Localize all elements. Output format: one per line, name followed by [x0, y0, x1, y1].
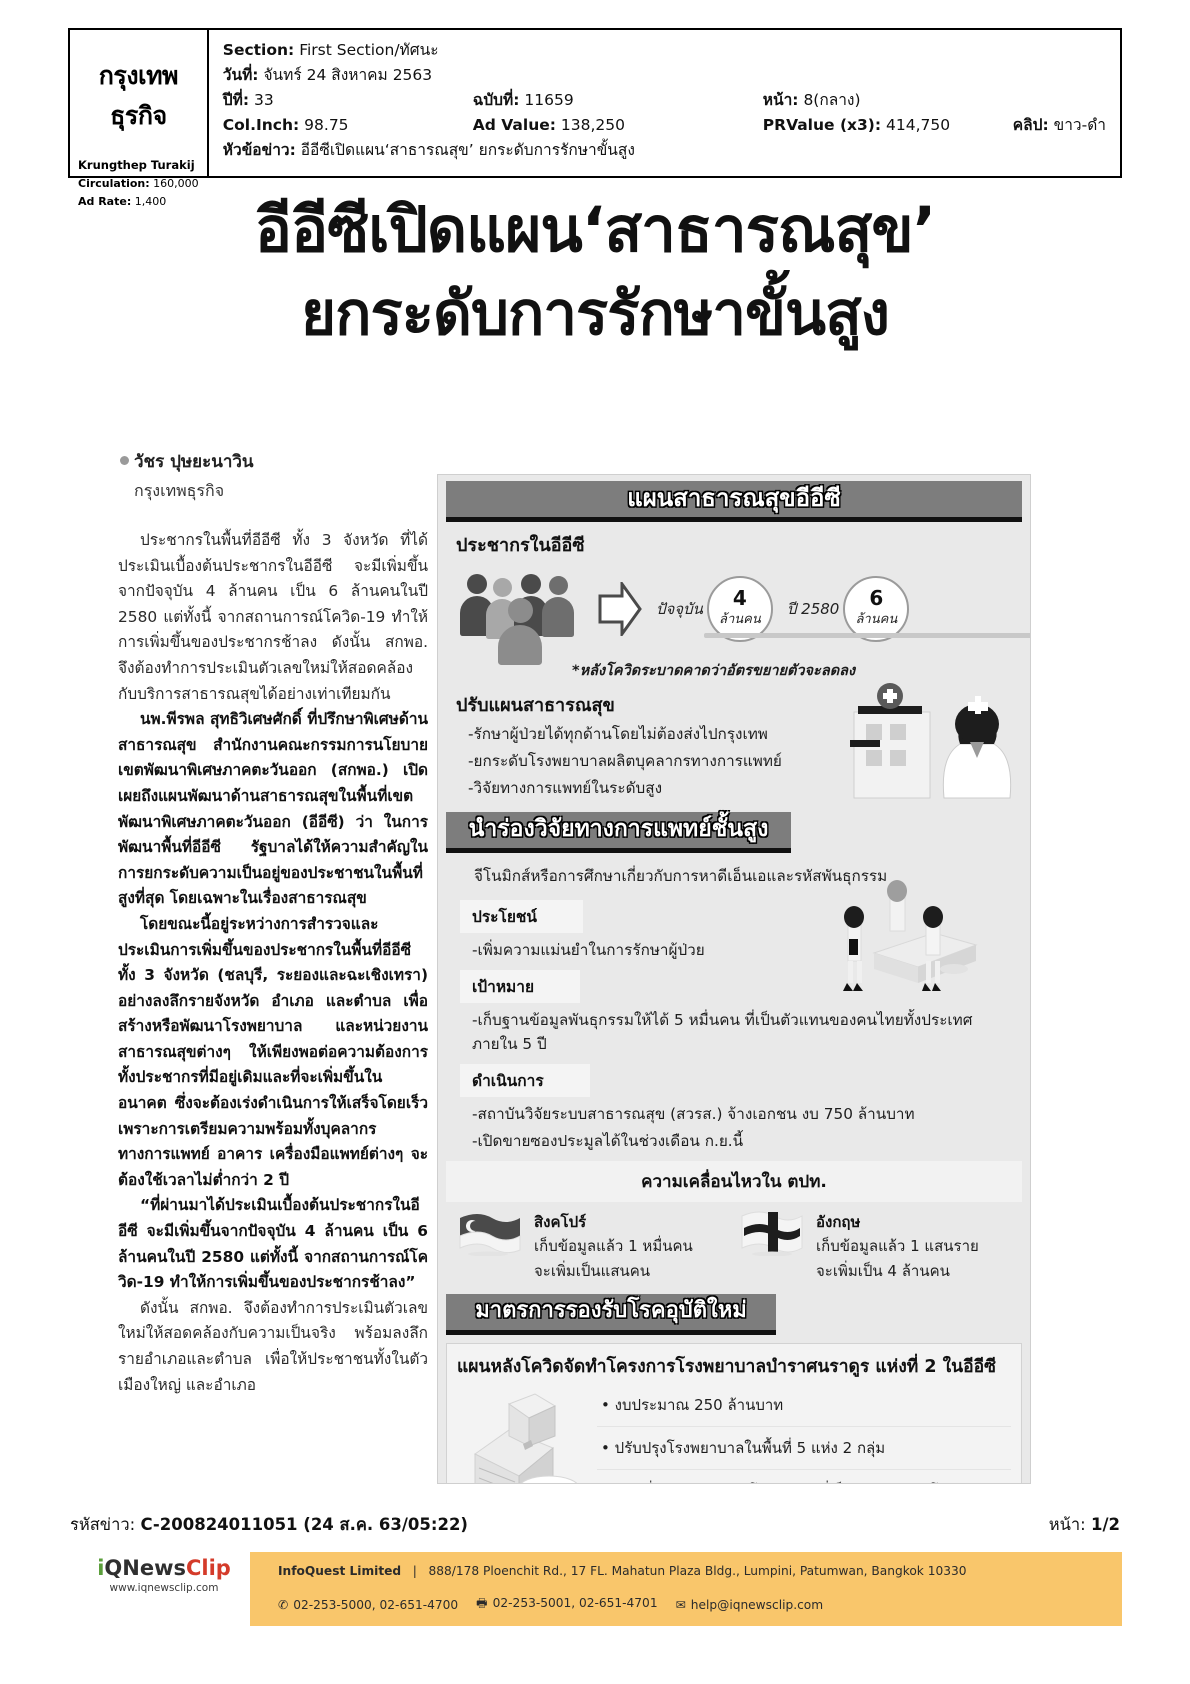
person-silhouette: [542, 576, 574, 637]
colinch-value: 98.75: [304, 116, 349, 134]
ad-rate-label: Ad Rate:: [78, 195, 132, 208]
page-value: 8(กลาง): [803, 91, 861, 109]
page-cell: [763, 88, 861, 113]
circulation-label: Circulation:: [78, 177, 150, 190]
goal-tag: เป้าหมาย: [460, 970, 580, 1003]
issue-label: ฉบับที่:: [472, 91, 520, 109]
iqnewsclip-logo-text: iQNewsClip: [97, 1556, 231, 1580]
measures-item: • ปรับปรุงโรงพยาบาลในพื้นที่ 5 แห่ง 2 กลุ่ม: [597, 1427, 1011, 1470]
bullet-dot-icon: [120, 456, 129, 465]
colinch-cell: [223, 113, 473, 138]
section-value: First Section/ทัศนะ: [299, 41, 439, 59]
prvalue-cell: [763, 113, 1013, 138]
headline-line-2: ยกระดับการรักษาขั้นสูง: [301, 279, 889, 349]
measures-card-body: [457, 1384, 1011, 1484]
ad-rate-value: 1,400: [134, 195, 167, 208]
bubble-shelf-divider: [704, 633, 1031, 638]
cliptype-cell: [1013, 113, 1106, 138]
article-paragraph: ดังนั้น สกพอ. จึงต้องทำการประเมินตัวเลขใหม่ให้สอดคล้องกับความเป็นจริง พร้อมลงลึกรายอำเภอและตำบล เพื่อให้ประชาชนทั้งในตัวเมืองใหญ่ และอำเภอ: [118, 1298, 428, 1394]
footer-contact-line: [278, 1594, 823, 1615]
article-paragraph: โดยขณะนี้อยู่ระหว่างการสำรวจและประเมินการเพิ่มขึ้นของประชากรในพื้นที่อีอีซี ทั้ง 3 จังหวัด (ชลบุรี, ระยองและฉะเชิงเทรา) อย่างลงลึกรายจังหวัด อำเภอ และตำบล เพื่อสร้างหรือพัฒนาโรงพยาบาล และหน่วยงานสาธารณสุขต่างๆ ให้เพียงพอต่อความต้องการ ทั้งประชากรที่มีอยู่เดิมและที่จะเพิ่มขึ้นในอนาคต ซึ่งจะต้องเร่งดำเนินการให้เสร็จโดยเร็ว เพราะการเตรียมความพร้อมทั้งบุคลากรทางการแพทย์ อาคาร เครื่องมือแพทย์ต่างๆ จะต้องใช้เวลาไม่ต่ำกว่า 2 ปี: [118, 914, 428, 1189]
benefit-tag: ประโยชน์: [460, 900, 583, 933]
author-name: วัชร ปุษยะนาวิน: [134, 452, 254, 472]
date-label: วันที่:: [222, 66, 259, 84]
colinch-label: Col.Inch:: [222, 116, 300, 134]
country-line-2: จะเพิ่มเป็นแสนคน: [534, 1262, 651, 1280]
plan-title: ปรับแผนสาธารณสุข: [456, 695, 615, 716]
value-row: [223, 113, 1106, 138]
paper-identity-block: [70, 30, 209, 208]
cliptype-label: คลิป:: [1012, 116, 1049, 134]
person-silhouette-front: [498, 598, 542, 665]
research-lead-text: จีโนมิกส์หรือการศึกษาเกี่ยวกับการหาดีเอ็นเอและรหัสพันธุกรรม: [474, 867, 888, 885]
footer-email-item[interactable]: [676, 1598, 824, 1612]
year-cell: [223, 88, 473, 113]
action-tag: ดำเนินการ: [460, 1064, 590, 1097]
page-label: หน้า:: [762, 91, 799, 109]
footer-company: InfoQuest Limited: [278, 1564, 402, 1578]
issue-cell: [473, 88, 763, 113]
iqnewsclip-url[interactable]: www.iqnewsclip.com: [109, 1582, 219, 1594]
population-current-unit: ล้านคน: [719, 612, 761, 627]
population-current-number: 4: [732, 586, 747, 610]
country-block-singapore: [458, 1210, 740, 1284]
advalue-cell: [473, 113, 763, 138]
population-row: [452, 561, 1016, 657]
lab-scene-illustration: [826, 877, 996, 1012]
country-line-1: เก็บข้อมูลแล้ว 1 แสนราย: [816, 1237, 979, 1255]
population-future-unit: ล้านคน: [855, 612, 898, 627]
population-note: *หลังโควิดระบาดคาดว่าอัตรขยายตัวจะลดลง: [572, 663, 856, 679]
headline-line-1: อีอีซีเปิดแผน‘สาธารณสุข’: [254, 193, 936, 266]
people-group-icon: [460, 564, 580, 654]
population-future-number: 6: [869, 586, 884, 610]
person-head: [467, 574, 487, 594]
country-name: สิงคโปร์: [534, 1213, 587, 1231]
measures-item-list: [597, 1384, 1011, 1484]
measures-card: [446, 1343, 1022, 1484]
plan-section: [438, 690, 1030, 802]
goal-text: -เก็บฐานข้อมูลพันธุกรรมให้ได้ 5 หมื่นคน ที่เป็นตัวแทนของคนไทยทั้งประเทศ ภายใน 5 ปี: [472, 1011, 973, 1053]
international-row: [458, 1210, 1022, 1284]
country-block-uk: [740, 1210, 1022, 1284]
section-label: Section:: [222, 41, 295, 59]
person-head: [493, 578, 512, 597]
action-item: -เปิดขายซองประมูลได้ในช่วงเดือน ก.ย.นี้: [472, 1132, 744, 1150]
footer-address: 888/178 Ploenchit Rd., 17 FL. Mahatun Plaza Bldg., Lumpini, Patumwan, Bangkok 10330: [428, 1564, 967, 1578]
year-label: ปีที่:: [222, 91, 250, 109]
infographic-panel: [437, 474, 1031, 1484]
footer-email[interactable]: help@iqnewsclip.com: [690, 1597, 824, 1612]
page-number-row: [1049, 1512, 1120, 1538]
person-body: [498, 625, 542, 665]
issue-value: 11659: [524, 91, 574, 109]
action-item: -สถาบันวิจัยระบบสาธารณสุข (สวรส.) จ้างเอกชน งบ 750 ล้านบาท: [472, 1105, 915, 1123]
page-number-value: 1/2: [1091, 1515, 1120, 1534]
country-name: อังกฤษ: [816, 1213, 861, 1231]
arrow-right-icon: [598, 582, 642, 636]
uk-flag-icon: [740, 1210, 806, 1256]
population-title: ประชากรในอีอีซี: [456, 535, 585, 556]
measures-band-title: มาตรการรองรับโรคอุบัติใหม่: [475, 1298, 747, 1323]
article-body: [118, 528, 428, 1398]
measures-item: [597, 1470, 1011, 1484]
person-body: [542, 597, 574, 637]
advalue-value: 138,250: [560, 116, 625, 134]
clip-header: [68, 28, 1122, 208]
cliptype-value: ขาว-ดำ: [1053, 116, 1106, 134]
iqnewsclip-logo[interactable]: [84, 1556, 244, 1594]
measures-item: • งบประมาณ 250 ล้านบาท: [597, 1384, 1011, 1427]
year-value: 33: [253, 91, 274, 109]
section-row: [223, 38, 1106, 63]
footer-phone-item: [278, 1598, 458, 1612]
measures-title-band: [446, 1294, 776, 1335]
phone-icon: ✆: [278, 1597, 289, 1612]
circulation-value: 160,000: [153, 177, 199, 190]
paper-logo-roman: Krungthep Turakij: [78, 158, 195, 172]
date-row: [223, 63, 1106, 88]
author-organization: กรุงเทพธุรกิจ: [134, 481, 225, 500]
envelope-icon: ✉: [675, 1597, 686, 1612]
country-line-2: จะเพิ่มเป็น 4 ล้านคน: [816, 1262, 950, 1280]
research-section: [438, 863, 1030, 1153]
singapore-text-block: [534, 1210, 693, 1284]
prvalue-label: PRValue (x3):: [762, 116, 882, 134]
year-issue-page-row: [223, 88, 1106, 113]
headline-meta-label: หัวข้อข่าว:: [222, 141, 296, 159]
article-paragraph: “ที่ผ่านมาได้ประเมินเบื้องต้นประชากรในอีอีซี จะมีเพิ่มขึ้นจากปัจจุบัน 4 ล้านคน เป็น 6 ล้านคนในปี 2580 แต่ทั้งนี้ จากสถานการณ์โควิด-19 ทำให้การเพิ่มขึ้นของประชากรช้าลง”: [118, 1196, 428, 1292]
infographic-main-title: แผนสาธารณสุขอีอีซี: [627, 484, 841, 512]
page-number-label: หน้า:: [1048, 1515, 1086, 1534]
date-value: จันทร์ 24 สิงหาคม 2563: [263, 66, 433, 84]
headline-meta-row: [223, 138, 1106, 163]
country-line-1: เก็บข้อมูลแล้ว 1 หมื่นคน: [534, 1237, 693, 1255]
hospital-nurse-illustration: [844, 680, 1024, 800]
population-future-label: ปี 2580: [786, 600, 840, 618]
article-headline: [0, 188, 1190, 356]
infographic-main-title-band: [446, 481, 1022, 522]
research-band-title: นำร่องวิจัยทางการแพทย์ชั้นสูง: [468, 816, 769, 842]
footer-fax-item: [476, 1594, 657, 1615]
singapore-flag-icon: [458, 1210, 524, 1256]
article-paragraph: นพ.พีรพล สุทธิวิเศษศักดิ์ ที่ปรึกษาพิเศษด้านสาธารณสุข สำนักงานคณะกรรมการนโยบายเขตพัฒนาพิเศษภาคตะวันออก (สกพอ.) เปิดเผยถึงแผนพัฒนาด้านสาธารณสุขในพื้นที่เขตพัฒนาพิเศษภาคตะวันออก (อีอีซี) ว่า ในการพัฒนาพื้นที่อีอีซี รัฐบาลได้ให้ความสำคัญในการยกระดับความเป็นอยู่ของประชาชนในพื้นที่สูงที่สุด โดยเฉพาะในเรื่องสาธารณสุข: [118, 710, 428, 908]
person-head: [521, 574, 541, 594]
population-section: [438, 530, 1030, 682]
headline-meta-value: อีอีซีเปิดแผน‘สาธารณสุข’ ยกระดับการรักษาขั้นสูง: [300, 141, 635, 159]
paper-logo-thai: กรุงเทพธุรกิจ: [98, 61, 179, 130]
news-code-row: [70, 1512, 468, 1538]
benefit-text: -เพิ่มความแม่นยำในการรักษาผู้ป่วย: [472, 941, 705, 959]
footer-address-line: InfoQuest Limited | 888/178 Ploenchit Rd., 17 FL. Mahatun Plaza Bldg., Lumpini, Patumwan, Bangkok 10330: [278, 1564, 967, 1578]
footer-fax: 02-253-5001, 02-651-4701: [492, 1596, 658, 1610]
footer-contact-bar: [250, 1552, 1122, 1626]
population-current-label: ปัจจุบัน: [656, 600, 703, 618]
article-paragraph: ประชากรในพื้นที่อีอีซี ทั้ง 3 จังหวัด ที่ได้ประเมินเบื้องต้นประชากรในอีอีซี จะมีเพิ่มขึ้นจากปัจจุบัน 4 ล้านคน เป็น 6 ล้านคนในปี 2580 แต่ทั้งนี้ จากสถานการณ์โควิด-19 ทำให้การเพิ่มขึ้นของประชากรช้าลง ดังนั้น สกพอ. จึงต้องทำการประเมินตัวเลขใหม่ให้สอดคล้องกับบริการสาธารณสุขได้อย่างเท่าเทียมกัน: [118, 531, 428, 703]
news-code-label: รหัสข่าว:: [70, 1515, 136, 1534]
prvalue-value: 414,750: [886, 116, 951, 134]
hospital-building-illustration: [457, 1384, 597, 1484]
plan-item: -รักษาผู้ป่วยได้ทุกด้านโดยไม่ต้องส่งไปกรุงเทพ: [468, 725, 768, 743]
byline-name-row: [120, 448, 420, 475]
international-title: ความเคลื่อนไหวใน ตปท.: [446, 1161, 1022, 1202]
person-head: [549, 576, 568, 595]
plan-item: -ยกระดับโรงพยาบาลผลิตบุคลากรทางการแพทย์: [468, 752, 782, 770]
news-code-value: C-200824011051 (24 ส.ค. 63/05:22): [140, 1515, 468, 1534]
byline: [120, 448, 420, 504]
person-head: [508, 598, 533, 623]
clip-meta-fields: [209, 30, 1120, 176]
advalue-label: Ad Value:: [472, 116, 556, 134]
footer-phone: 02-253-5000, 02-651-4700: [293, 1597, 459, 1612]
plan-item: -วิจัยทางการแพทย์ในระดับสูง: [468, 779, 663, 797]
uk-text-block: [816, 1210, 979, 1284]
printer-icon: 🖶: [476, 1596, 488, 1610]
research-title-band: [446, 812, 791, 853]
svg-text:H: [545, 1482, 553, 1484]
measures-card-title: แผนหลังโควิดจัดทำโครงการโรงพยาบาลบำราศนราดูร แห่งที่ 2 ในอีอีซี: [457, 1357, 997, 1377]
